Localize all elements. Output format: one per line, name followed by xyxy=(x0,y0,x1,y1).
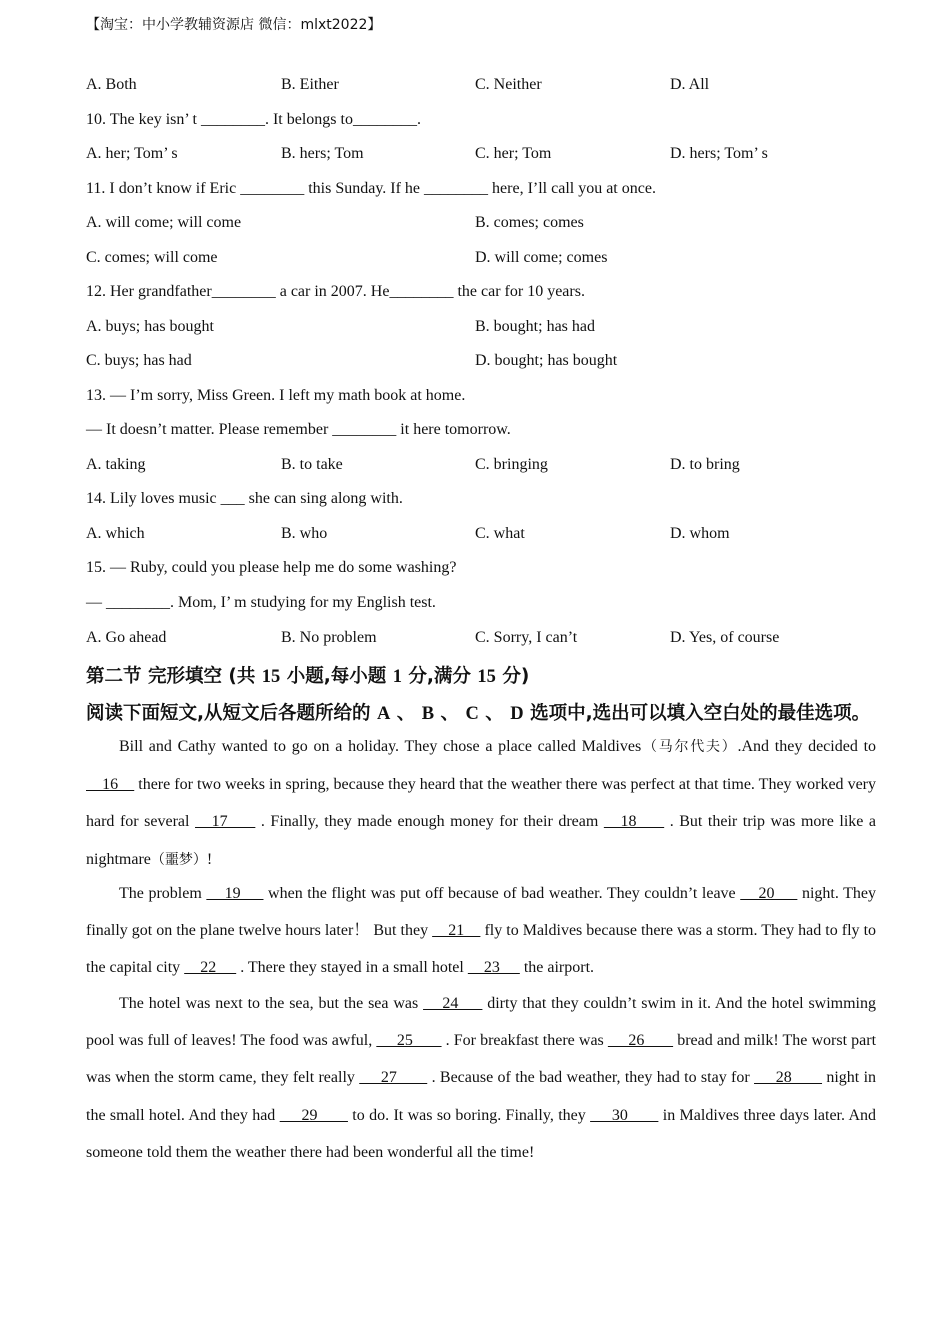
passage-text: bread and milk! The worst part was when the storm came, they felt really xyxy=(86,1032,877,1087)
blank-26: 26 xyxy=(607,1032,674,1050)
blank-24: 24 xyxy=(423,995,483,1012)
instructions-letter: B xyxy=(421,704,435,724)
option-a: A. her; Tom’ s xyxy=(86,145,178,162)
passage-text: in Maldives three days later. And someone told them the weather there had been wonderful all the time! xyxy=(86,1106,877,1161)
q14-stem: 14. Lily loves music ___ she can sing along with. xyxy=(86,490,403,507)
option-d: D. Yes, of course xyxy=(670,629,780,646)
option-b: B. to take xyxy=(281,456,343,473)
option-d: D. will come; comes xyxy=(475,249,608,266)
passage-text: night. They finally got on the plane twelve hours later！ But they xyxy=(86,885,876,940)
page-header: 【淘宝：中小学教辅资源店 微信：mlxt2022】 xyxy=(86,17,382,33)
instructions-text: 选项中,选出可以填入空白处的最佳选项。 xyxy=(523,703,871,724)
option-d: D. whom xyxy=(670,525,730,542)
option-c: C. Sorry, I can’t xyxy=(475,629,578,646)
option-b: B. No problem xyxy=(281,629,377,646)
option-c: C. Neither xyxy=(475,76,542,93)
option-c: C. bringing xyxy=(475,456,548,473)
option-a: A. taking xyxy=(86,456,146,473)
passage-text: . Finally, they made enough money for their dream xyxy=(255,813,604,831)
passage-text: the airport. xyxy=(519,959,595,977)
passage-gloss: （马尔代夫） xyxy=(641,739,738,755)
blank-23: 23 xyxy=(467,959,520,977)
option-a: A. which xyxy=(86,525,145,542)
passage-text: . For breakfast there was xyxy=(441,1032,608,1050)
passage-text: . Because of the bad weather, they had to stay for xyxy=(427,1069,755,1087)
section-title-text: 分) xyxy=(495,666,530,687)
option-b: B. comes; comes xyxy=(475,214,584,231)
blank-22: 22 xyxy=(184,959,237,977)
instructions-letter: D xyxy=(510,704,524,724)
instructions-text: 、 xyxy=(478,703,511,724)
option-b: B. Either xyxy=(281,76,339,93)
section-title-number: 15 xyxy=(261,667,281,687)
section-title-text: 分,满分 xyxy=(401,666,478,687)
blank-29: 29 xyxy=(279,1106,348,1124)
passage-text: when the flight was put off because of bad weather. They couldn’t leave xyxy=(263,885,741,902)
option-a: A. buys; has bought xyxy=(86,318,214,335)
q10-stem: 10. The key isn’ t ________. It belongs to________. xyxy=(86,111,421,128)
blank-27: 27 xyxy=(359,1069,428,1087)
option-a: A. will come; will come xyxy=(86,214,242,231)
option-c: C. her; Tom xyxy=(475,145,552,162)
instructions-letter: A xyxy=(376,704,391,724)
option-c: C. buys; has had xyxy=(86,352,192,369)
section-title xyxy=(86,662,529,688)
q13-stem: 13. — I’m sorry, Miss Green. I left my math book at home. xyxy=(86,387,466,404)
passage-text: The problem xyxy=(119,885,207,902)
option-d: D. bought; has bought xyxy=(475,352,618,369)
passage-text: . There they stayed in a small hotel xyxy=(236,959,468,977)
q15-stem: 15. — Ruby, could you please help me do some washing? xyxy=(86,559,457,576)
passage-text: there for two weeks in spring, because they heard that the weather there was perfect at that time. They worked very hard for several xyxy=(86,776,877,831)
blank-18: 18 xyxy=(603,813,665,831)
passage-paragraph-3 xyxy=(86,985,876,1171)
section-title-number: 1 xyxy=(392,667,402,687)
instructions-text: 、 xyxy=(434,703,466,724)
option-b: B. bought; has had xyxy=(475,318,595,335)
option-a: A. Go ahead xyxy=(86,629,167,646)
blank-30: 30 xyxy=(590,1106,659,1124)
passage-text: ! xyxy=(206,850,213,868)
section-instructions xyxy=(86,699,870,725)
option-a: A. Both xyxy=(86,76,137,93)
blank-16: 16 xyxy=(86,776,135,794)
passage-text: The hotel was next to the sea, but the sea was xyxy=(119,995,424,1012)
section-title-text: 第二节 完形填空 ( xyxy=(86,666,237,687)
option-d: D. to bring xyxy=(670,456,740,473)
q13-stem-reply: — It doesn’t matter. Please remember ________ it here tomorrow. xyxy=(86,421,511,438)
passage-paragraph-1 xyxy=(86,728,876,879)
q12-stem: 12. Her grandfather________ a car in 2007. He________ the car for 10 years. xyxy=(86,283,585,300)
section-title-text: 小题,每小题 xyxy=(280,666,393,687)
passage-text: .And they decided to xyxy=(737,738,877,755)
option-b: B. who xyxy=(281,525,328,542)
passage-text: night in the small hotel. And they had xyxy=(86,1069,877,1124)
q11-stem: 11. I don’t know if Eric ________ this Sunday. If he ________ here, I’ll call you at once. xyxy=(86,180,656,197)
q15-stem-reply: — ________. Mom, I’ m studying for my English test. xyxy=(86,594,436,611)
passage-text: to do. It was so boring. Finally, they xyxy=(347,1106,591,1124)
blank-20: 20 xyxy=(740,885,798,902)
section-title-text: 共 xyxy=(236,666,262,687)
passage-paragraph-2 xyxy=(86,875,876,987)
instructions-text: 阅读下面短文,从短文后各题所给的 xyxy=(86,703,377,724)
blank-17: 17 xyxy=(195,813,256,831)
section-title-number: 15 xyxy=(477,667,496,687)
option-c: C. comes; will come xyxy=(86,249,218,266)
passage-text: . But their trip was more like a nightmare xyxy=(86,813,877,868)
blank-28: 28 xyxy=(754,1069,823,1087)
passage-text: dirty that they couldn’t swim in it. And the hotel swimming pool was full of leaves! The food was awful, xyxy=(86,995,877,1050)
instructions-letter: C xyxy=(465,704,479,724)
instructions-text: 、 xyxy=(390,703,422,724)
passage-text: fly to Maldives because there was a storm. They had to fly to the capital city xyxy=(86,922,877,977)
option-c: C. what xyxy=(475,525,525,542)
passage-gloss: （噩梦） xyxy=(150,851,207,868)
option-d: D. hers; Tom’ s xyxy=(670,145,768,162)
option-b: B. hers; Tom xyxy=(281,145,364,162)
blank-25: 25 xyxy=(376,1032,442,1050)
option-d: D. All xyxy=(670,76,710,93)
blank-19: 19 xyxy=(206,885,264,902)
passage-text: Bill and Cathy wanted to go on a holiday. They chose a place called Maldives xyxy=(119,738,642,755)
blank-21: 21 xyxy=(432,922,481,940)
